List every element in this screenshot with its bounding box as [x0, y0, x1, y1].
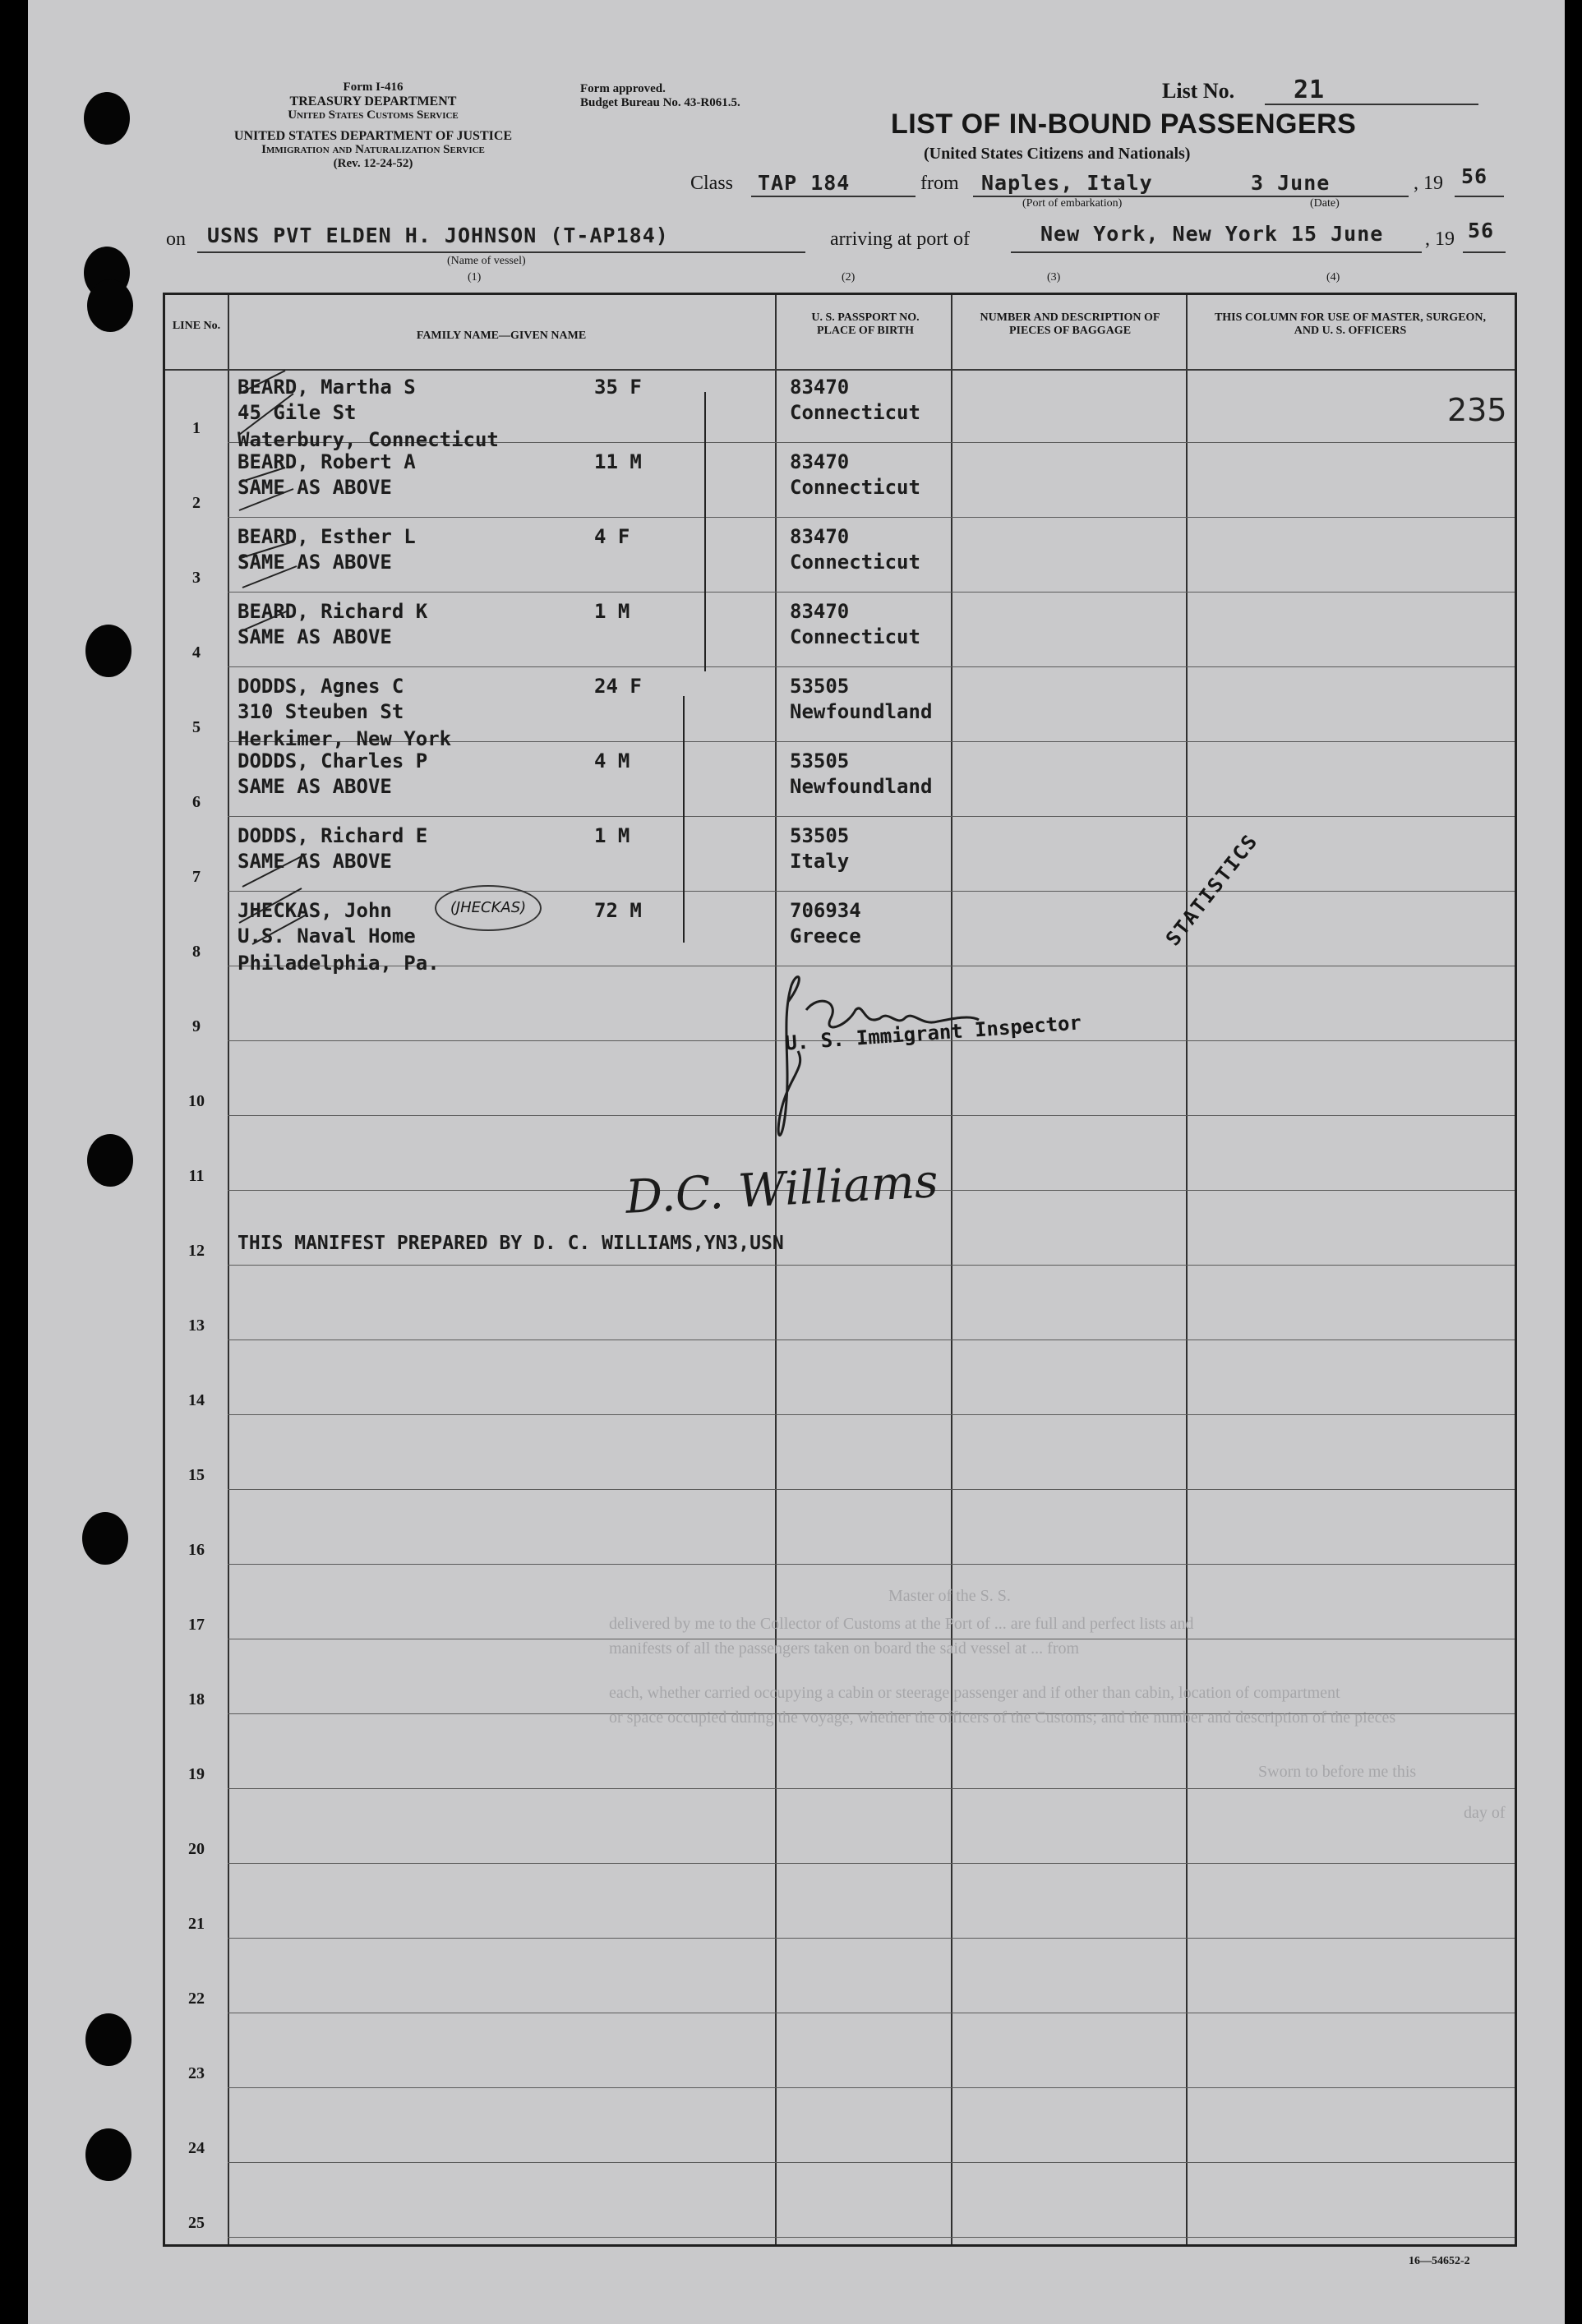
passport-number: 53505: [790, 675, 850, 698]
line-number: 21: [188, 1915, 205, 1933]
passenger-address: 45 Gile St Waterbury, Connecticut: [238, 401, 499, 451]
punch-hole: [85, 2128, 131, 2181]
inspector-title: U. S. Immigrant Inspector: [784, 1011, 1082, 1055]
page-subtitle: (United States Citizens and Nationals): [924, 145, 1191, 163]
passenger-name: BEARD, Richard K: [238, 600, 428, 623]
passenger-name: BEARD, Robert A: [238, 450, 416, 473]
port-caption: (Port of embarkation): [1022, 197, 1123, 210]
inspector-signature: [740, 952, 987, 1166]
passport-number: 83470: [790, 600, 850, 623]
statistics-stamp: STATISTICS: [1161, 829, 1263, 951]
passenger-name: DODDS, Agnes C: [238, 675, 404, 698]
bleed-through: day of: [1464, 1804, 1506, 1822]
passenger-address: U.S. Naval Home Philadelphia, Pa.: [238, 925, 440, 975]
line-number: 12: [188, 1242, 205, 1260]
passenger-name: BEARD, Esther L: [238, 525, 416, 548]
arrival-underline: [1011, 251, 1422, 253]
line-number: 5: [192, 718, 201, 736]
passport-number: 83470: [790, 450, 850, 473]
on-label: on: [166, 228, 186, 250]
line-number: 9: [192, 1017, 201, 1035]
line-number: 19: [188, 1765, 205, 1783]
approval-line1: Form approved.: [580, 82, 666, 95]
port-value: Naples, Italy: [981, 171, 1153, 195]
passport-number: 53505: [790, 749, 850, 772]
passenger-age-sex: 11 M: [594, 450, 642, 473]
place-of-birth: Newfoundland: [790, 775, 933, 798]
caption-1: (1): [468, 271, 482, 284]
caption-4: (4): [1326, 271, 1340, 284]
year-value: 56: [1461, 164, 1488, 188]
treasury-dept: TREASURY DEPARTMENT: [289, 95, 457, 108]
place-of-birth: Connecticut: [790, 476, 920, 499]
class-label: Class: [690, 173, 734, 194]
passport-number: 706934: [790, 899, 861, 922]
arrival-year-prefix: , 19: [1425, 228, 1455, 250]
line-number: 22: [188, 1990, 205, 2008]
vessel-value: USNS PVT ELDEN H. JOHNSON (T-AP184): [207, 224, 669, 247]
caption-2: (2): [842, 271, 856, 284]
from-label: from: [920, 173, 959, 194]
passenger-address: SAME AS ABOVE: [238, 775, 392, 798]
place-of-birth: Greece: [790, 925, 861, 948]
punch-hole: [85, 2013, 131, 2066]
list-no-value: 21: [1294, 76, 1326, 104]
approval: [580, 82, 740, 110]
approval-line2: Budget Bureau No. 43-R061.5.: [580, 96, 740, 109]
passenger-address: SAME AS ABOVE: [238, 850, 392, 873]
preparer-signature: D.C. Williams: [624, 1155, 940, 1224]
vessel-underline: [197, 251, 805, 253]
bleed-through: manifests of all the passengers taken on board the said vessel at ... from: [609, 1639, 1080, 1658]
form-number: Form I-416: [343, 81, 404, 94]
date-value: 3 June: [1251, 171, 1331, 195]
class-value: TAP 184: [758, 171, 851, 195]
manifest-page: [28, 0, 1565, 2324]
passenger-name: BEARD, Martha S: [238, 376, 416, 399]
row-line: [228, 1564, 1515, 1565]
year-prefix: , 19: [1414, 173, 1443, 194]
passenger-age-sex: 4 F: [594, 525, 630, 548]
header-passport: U. S. PASSPORT NO. PLACE OF BIRTH: [811, 311, 920, 337]
passenger-address: 310 Steuben St Herkimer, New York: [238, 700, 452, 750]
row-line: [228, 1265, 1515, 1266]
arrival-value: New York, New York 15 June: [1040, 222, 1384, 246]
line-number: 2: [192, 494, 201, 512]
passport-number: 53505: [790, 824, 850, 847]
date-caption: (Date): [1310, 197, 1340, 210]
passenger-name: DODDS, Richard E: [238, 824, 428, 847]
line-number: 23: [188, 2064, 205, 2082]
line-number: 13: [188, 1316, 205, 1335]
line-number: 8: [192, 943, 201, 961]
bleed-through: Master of the S. S.: [888, 1587, 1011, 1605]
header-name: FAMILY NAME—GIVEN NAME: [416, 330, 587, 342]
arrival-year-value: 56: [1468, 219, 1495, 242]
row-line: [228, 1788, 1515, 1789]
bleed-through: Sworn to before me this: [1258, 1763, 1417, 1781]
row-line: [228, 1414, 1515, 1415]
row-line: [228, 1938, 1515, 1939]
passport-number: 83470: [790, 525, 850, 548]
arriving-label: arriving at port of: [830, 228, 970, 250]
line-number: 3: [192, 569, 201, 587]
bleed-through: each, whether carried occupying a cabin or steerage passenger and if other than cabin, location of compartment: [609, 1684, 1340, 1702]
passenger-age-sex: 35 F: [594, 376, 642, 399]
passenger-address: SAME AS ABOVE: [238, 625, 392, 648]
header-line-no: LINE No.: [172, 320, 221, 332]
list-no-label: List No.: [1162, 79, 1235, 103]
passenger-age-sex: 1 M: [594, 600, 630, 623]
line-number: 15: [188, 1466, 205, 1484]
line-number: 1: [192, 419, 201, 437]
line-number: 4: [192, 643, 201, 662]
passport-number: 83470: [790, 376, 850, 399]
name-correction-note: [435, 885, 542, 931]
line-number: 17: [188, 1616, 205, 1634]
row-line: [228, 2162, 1515, 2163]
line-number: 7: [192, 868, 201, 886]
passenger-name: JHECKAS, John: [238, 899, 392, 922]
punch-hole: [82, 1512, 128, 1565]
place-of-birth: Connecticut: [790, 401, 920, 424]
line-number: 14: [188, 1391, 205, 1409]
place-of-birth: Italy: [790, 850, 850, 873]
year-underline: [1455, 196, 1504, 197]
caption-3: (3): [1047, 271, 1061, 284]
footer-code: 16—54652-2: [1409, 2255, 1470, 2267]
row-line: [228, 2087, 1515, 2088]
row-line: [228, 2237, 1515, 2238]
passenger-table: [163, 293, 1517, 2247]
arrival-year-underline: [1463, 251, 1506, 253]
vessel-caption: (Name of vessel): [447, 255, 526, 267]
passenger-age-sex: 72 M: [594, 899, 642, 922]
line-number: 10: [188, 1092, 205, 1110]
line-number: 6: [192, 793, 201, 811]
officer-number: 235: [1447, 392, 1507, 428]
row-line: [228, 1863, 1515, 1864]
line-number: 18: [188, 1690, 205, 1708]
customs-service: United States Customs Service: [288, 108, 459, 122]
line-number: 24: [188, 2139, 205, 2157]
form-header: [159, 81, 587, 171]
punch-hole: [87, 279, 133, 332]
punch-hole: [87, 1134, 133, 1187]
passenger-age-sex: 24 F: [594, 675, 642, 698]
punch-hole: [84, 92, 130, 145]
line-number: 20: [188, 1840, 205, 1858]
revision: (Rev. 12-24-52): [333, 157, 413, 170]
line-number: 25: [188, 2214, 205, 2232]
class-underline: [751, 196, 916, 197]
place-of-birth: Connecticut: [790, 625, 920, 648]
passenger-age-sex: 4 M: [594, 749, 630, 772]
header-officers: THIS COLUMN FOR USE OF MASTER, SURGEON, AND U. S. OFFICERS: [1214, 311, 1487, 337]
bleed-through: or space occupied during the voyage, whether the officers of the Customs; and the number and description of the pieces: [609, 1708, 1396, 1727]
place-of-birth: Newfoundland: [790, 700, 933, 723]
passenger-name: DODDS, Charles P: [238, 749, 428, 772]
prepared-by: THIS MANIFEST PREPARED BY D. C. WILLIAMS,YN3,USN: [238, 1233, 784, 1254]
line-number: 16: [188, 1541, 205, 1559]
punch-hole: [85, 625, 131, 677]
passenger-address: SAME AS ABOVE: [238, 476, 392, 499]
page-title: LIST OF IN-BOUND PASSENGERS: [891, 108, 1357, 140]
row-line: [228, 1489, 1515, 1490]
ins: Immigration and Naturalization Service: [261, 143, 485, 156]
passenger-age-sex: 1 M: [594, 824, 630, 847]
place-of-birth: Connecticut: [790, 551, 920, 574]
line-number: 11: [188, 1167, 205, 1185]
passenger-address: SAME AS ABOVE: [238, 551, 392, 574]
name-correction-text: (JHECKAS): [450, 899, 527, 916]
header-baggage: NUMBER AND DESCRIPTION OF PIECES OF BAGGAGE: [980, 311, 1160, 337]
bleed-through: delivered by me to the Collector of Customs at the Port of ... are full and perfect lists and: [609, 1615, 1194, 1633]
justice-dept: UNITED STATES DEPARTMENT OF JUSTICE: [233, 129, 513, 143]
check-marks: [228, 295, 775, 1117]
